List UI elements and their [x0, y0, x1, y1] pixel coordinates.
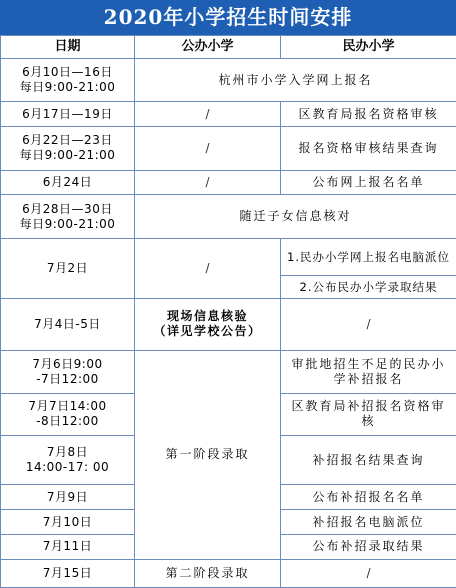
table-row	[1, 298, 456, 350]
private-cell: /	[281, 559, 456, 587]
date-cell: 7月10日	[1, 510, 135, 535]
public-cell: /	[135, 238, 281, 298]
private-cell: 区教育局报名资格审核	[281, 102, 456, 127]
header-date: 日期	[1, 36, 135, 59]
date-cell: 7月15日	[1, 559, 135, 587]
private-cell: 2.公布民办小学录取结果	[281, 276, 456, 299]
public-cell: /	[135, 127, 281, 170]
date-cell: 6月24日	[1, 170, 135, 195]
public-cell: /	[135, 102, 281, 127]
public-cell: /	[135, 170, 281, 195]
merged-cell: 随迁子女信息核对	[135, 195, 456, 238]
date-cell: 6月10日—16日 每日9:00-21:00	[1, 58, 135, 101]
date-cell: 7月7日14:00 -8日12:00	[1, 394, 135, 435]
date-cell: 7月6日9:00 -7日12:00	[1, 350, 135, 393]
private-cell: 公布补招录取结果	[281, 535, 456, 560]
date-cell: 6月17日—19日	[1, 102, 135, 127]
table-row	[1, 195, 456, 238]
table-row	[1, 559, 456, 587]
page-title: 2020年小学招生时间安排	[0, 0, 456, 35]
date-cell: 6月22日—23日 每日9:00-21:00	[1, 127, 135, 170]
date-cell: 7月11日	[1, 535, 135, 560]
date-cell: 7月9日	[1, 485, 135, 510]
private-cell: 补招报名电脑派位	[281, 510, 456, 535]
private-cell: 公布补招报名名单	[281, 485, 456, 510]
table-row	[1, 102, 456, 127]
table-row	[1, 170, 456, 195]
header-row	[1, 36, 456, 59]
phase1-cell: 第一阶段录取	[135, 350, 281, 559]
private-cell: 公布网上报名名单	[281, 170, 456, 195]
header-public: 公办小学	[135, 36, 281, 59]
private-cell: 审批地招生不足的民办小学补招报名	[281, 350, 456, 393]
public-cell: 第二阶段录取	[135, 559, 281, 587]
schedule-table	[0, 35, 456, 588]
private-cell: 1.民办小学网上报名电脑派位	[281, 238, 456, 275]
private-cell: /	[281, 298, 456, 350]
merged-cell: 杭州市小学入学网上报名	[135, 58, 456, 101]
date-cell: 7月8日 14:00-17: 00	[1, 435, 135, 485]
private-cell: 报名资格审核结果查询	[281, 127, 456, 170]
date-cell: 7月4日-5日	[1, 298, 135, 350]
private-cell: 区教育局补招报名资格审核	[281, 394, 456, 435]
table-row	[1, 350, 456, 393]
date-cell: 7月2日	[1, 238, 135, 298]
private-cell: 补招报名结果查询	[281, 435, 456, 485]
date-cell: 6月28日—30日 每日9:00-21:00	[1, 195, 135, 238]
table-row	[1, 58, 456, 101]
public-cell: 现场信息核验 （详见学校公告）	[135, 298, 281, 350]
table-row	[1, 127, 456, 170]
header-private: 民办小学	[281, 36, 456, 59]
table-row	[1, 238, 456, 275]
